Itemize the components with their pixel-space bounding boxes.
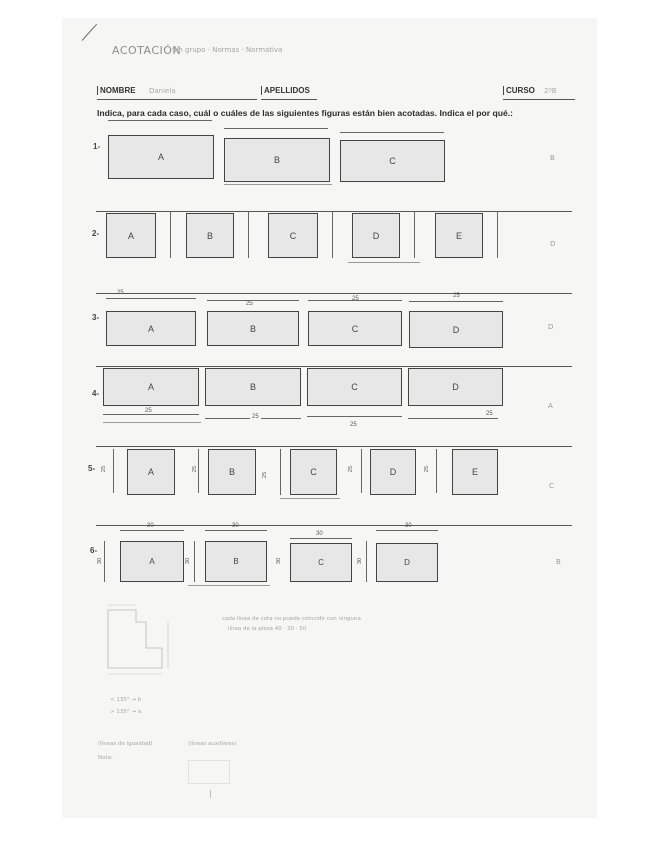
answer-2: D bbox=[550, 240, 556, 248]
figure-5e: E bbox=[452, 449, 498, 495]
figure-6c: C bbox=[290, 543, 352, 582]
figure-2e: E bbox=[435, 213, 483, 258]
section-divider bbox=[96, 293, 572, 294]
dimension-value: 25 bbox=[117, 290, 124, 296]
figure-5a: A bbox=[127, 449, 175, 495]
figure-1a: A bbox=[108, 135, 214, 179]
pencil-underline bbox=[188, 585, 270, 586]
dimension-line bbox=[307, 416, 402, 417]
note-line-2: línea de la pieza 40 · 30 · 50 bbox=[228, 626, 307, 632]
dimension-line bbox=[436, 449, 437, 493]
figure-1b: B bbox=[224, 138, 330, 182]
question-number: 5- bbox=[88, 464, 96, 473]
dimension-line bbox=[108, 120, 212, 121]
note-footer-1: (líneas de igualdad) bbox=[98, 741, 153, 747]
figure-4a: A bbox=[103, 368, 199, 406]
nombre-label: NOMBRE bbox=[97, 86, 136, 95]
figure-4d: D bbox=[408, 368, 503, 406]
dimension-value: 25 bbox=[192, 465, 199, 473]
figure-6b: B bbox=[205, 541, 267, 582]
note-line-1: cada línea de cota no puede coincidir con ninguna bbox=[222, 616, 361, 622]
dimension-line bbox=[497, 212, 498, 258]
handwritten-subtitle: Sin grupo · Normas · Normativa bbox=[172, 46, 283, 54]
dimension-line bbox=[113, 449, 114, 493]
answer-1: B bbox=[550, 154, 555, 162]
dimension-value: 25 bbox=[453, 293, 460, 299]
question-number: 4- bbox=[92, 389, 100, 398]
answer-6: B bbox=[556, 558, 561, 566]
dimension-line bbox=[103, 414, 199, 415]
figure-5d: D bbox=[370, 449, 416, 495]
dimension-line bbox=[120, 530, 184, 531]
figure-2b: B bbox=[186, 213, 234, 258]
dimension-value: 30 bbox=[147, 523, 154, 529]
dimension-line bbox=[414, 212, 415, 258]
figure-2d: D bbox=[352, 213, 400, 258]
figure-5c: C bbox=[290, 449, 337, 495]
curso-underline bbox=[503, 99, 575, 100]
figure-3d: D bbox=[409, 311, 503, 348]
nombre-value[interactable]: Daniela bbox=[149, 87, 176, 95]
dimension-line bbox=[198, 449, 199, 493]
figure-6d: D bbox=[376, 543, 438, 582]
pencil-underline bbox=[348, 262, 420, 263]
dimension-line bbox=[106, 298, 196, 299]
instructions-text: Indica, para cada caso, cuál o cuáles de las siguientes figuras están bien acotadas. Indica el por qué.: bbox=[97, 108, 513, 118]
question-number: 6- bbox=[90, 546, 98, 555]
student-header bbox=[97, 86, 577, 100]
figure-4c: C bbox=[307, 368, 402, 406]
dimension-line bbox=[170, 212, 171, 258]
dimension-line bbox=[194, 541, 195, 582]
dimension-value: 25 bbox=[262, 471, 269, 479]
dimension-value: 25 bbox=[246, 301, 253, 307]
dimension-line bbox=[104, 541, 105, 582]
curso-label: CURSO bbox=[503, 86, 535, 95]
dimension-value: 25 bbox=[350, 422, 357, 428]
figure-3a: A bbox=[106, 311, 196, 346]
figure-4b: B bbox=[205, 368, 301, 406]
dimension-line bbox=[361, 449, 362, 493]
dimension-line bbox=[409, 301, 503, 302]
note-footer-2: (líneas auxiliares) bbox=[188, 741, 237, 747]
figure-2c: C bbox=[268, 213, 318, 258]
dimension-line bbox=[280, 449, 281, 495]
dimension-value: 30 bbox=[232, 523, 239, 529]
figure-5b: B bbox=[208, 449, 256, 495]
dimension-line bbox=[290, 538, 352, 539]
pen-mark bbox=[210, 790, 211, 798]
answer-4: A bbox=[548, 402, 553, 410]
handwritten-title: ACOTACIÓN bbox=[112, 44, 182, 57]
dimension-line bbox=[366, 541, 367, 582]
note-footer-3: Nota: bbox=[98, 755, 113, 761]
section-divider bbox=[96, 211, 572, 212]
dimension-value: 25 bbox=[252, 414, 259, 420]
dimension-line bbox=[332, 212, 333, 258]
question-number: 2- bbox=[92, 229, 100, 238]
pencil-underline bbox=[103, 422, 201, 423]
answer-3: D bbox=[548, 323, 554, 331]
section-divider bbox=[96, 366, 572, 367]
dimension-line bbox=[248, 212, 249, 258]
figure-3c: C bbox=[308, 311, 402, 346]
dimension-value: 25 bbox=[424, 465, 431, 473]
figure-1c: C bbox=[340, 140, 445, 182]
faint-sketch-box bbox=[188, 760, 230, 784]
dimension-line bbox=[376, 530, 438, 531]
dimension-value: 30 bbox=[97, 557, 104, 565]
pencil-underline bbox=[224, 184, 332, 185]
dimension-line bbox=[340, 132, 444, 133]
dimension-line bbox=[408, 418, 498, 419]
figure-6a: A bbox=[120, 541, 184, 582]
dimension-value: 25 bbox=[348, 465, 355, 473]
figure-2a: A bbox=[106, 213, 156, 258]
dimension-value: 25 bbox=[145, 408, 152, 414]
note-bullet-2: > 135° → a bbox=[110, 709, 142, 715]
dimension-value: 30 bbox=[185, 557, 192, 565]
dimension-line bbox=[224, 128, 328, 129]
answer-5: C bbox=[549, 482, 554, 490]
dimension-value: 30 bbox=[357, 557, 364, 565]
dimension-line bbox=[205, 530, 267, 531]
dimension-value: 30 bbox=[405, 523, 412, 529]
question-number: 3- bbox=[92, 313, 100, 322]
question-number: 1- bbox=[93, 142, 101, 151]
section-divider bbox=[96, 446, 572, 447]
section-divider bbox=[96, 525, 572, 526]
dimension-value: 25 bbox=[101, 465, 108, 473]
apellidos-label: APELLIDOS bbox=[261, 86, 310, 95]
hand-sketch bbox=[102, 602, 182, 682]
pencil-underline bbox=[280, 498, 340, 499]
figure-3b: B bbox=[207, 311, 299, 346]
apellidos-underline bbox=[261, 99, 317, 100]
dimension-value: 25 bbox=[486, 411, 493, 417]
note-bullet-1: < 135° → b bbox=[110, 697, 142, 703]
nombre-underline bbox=[97, 99, 257, 100]
curso-value[interactable]: 2ºB bbox=[544, 87, 557, 95]
dimension-value: 30 bbox=[316, 531, 323, 537]
dimension-line bbox=[207, 300, 299, 301]
dimension-value: 30 bbox=[276, 557, 283, 565]
dimension-value: 25 bbox=[352, 296, 359, 302]
